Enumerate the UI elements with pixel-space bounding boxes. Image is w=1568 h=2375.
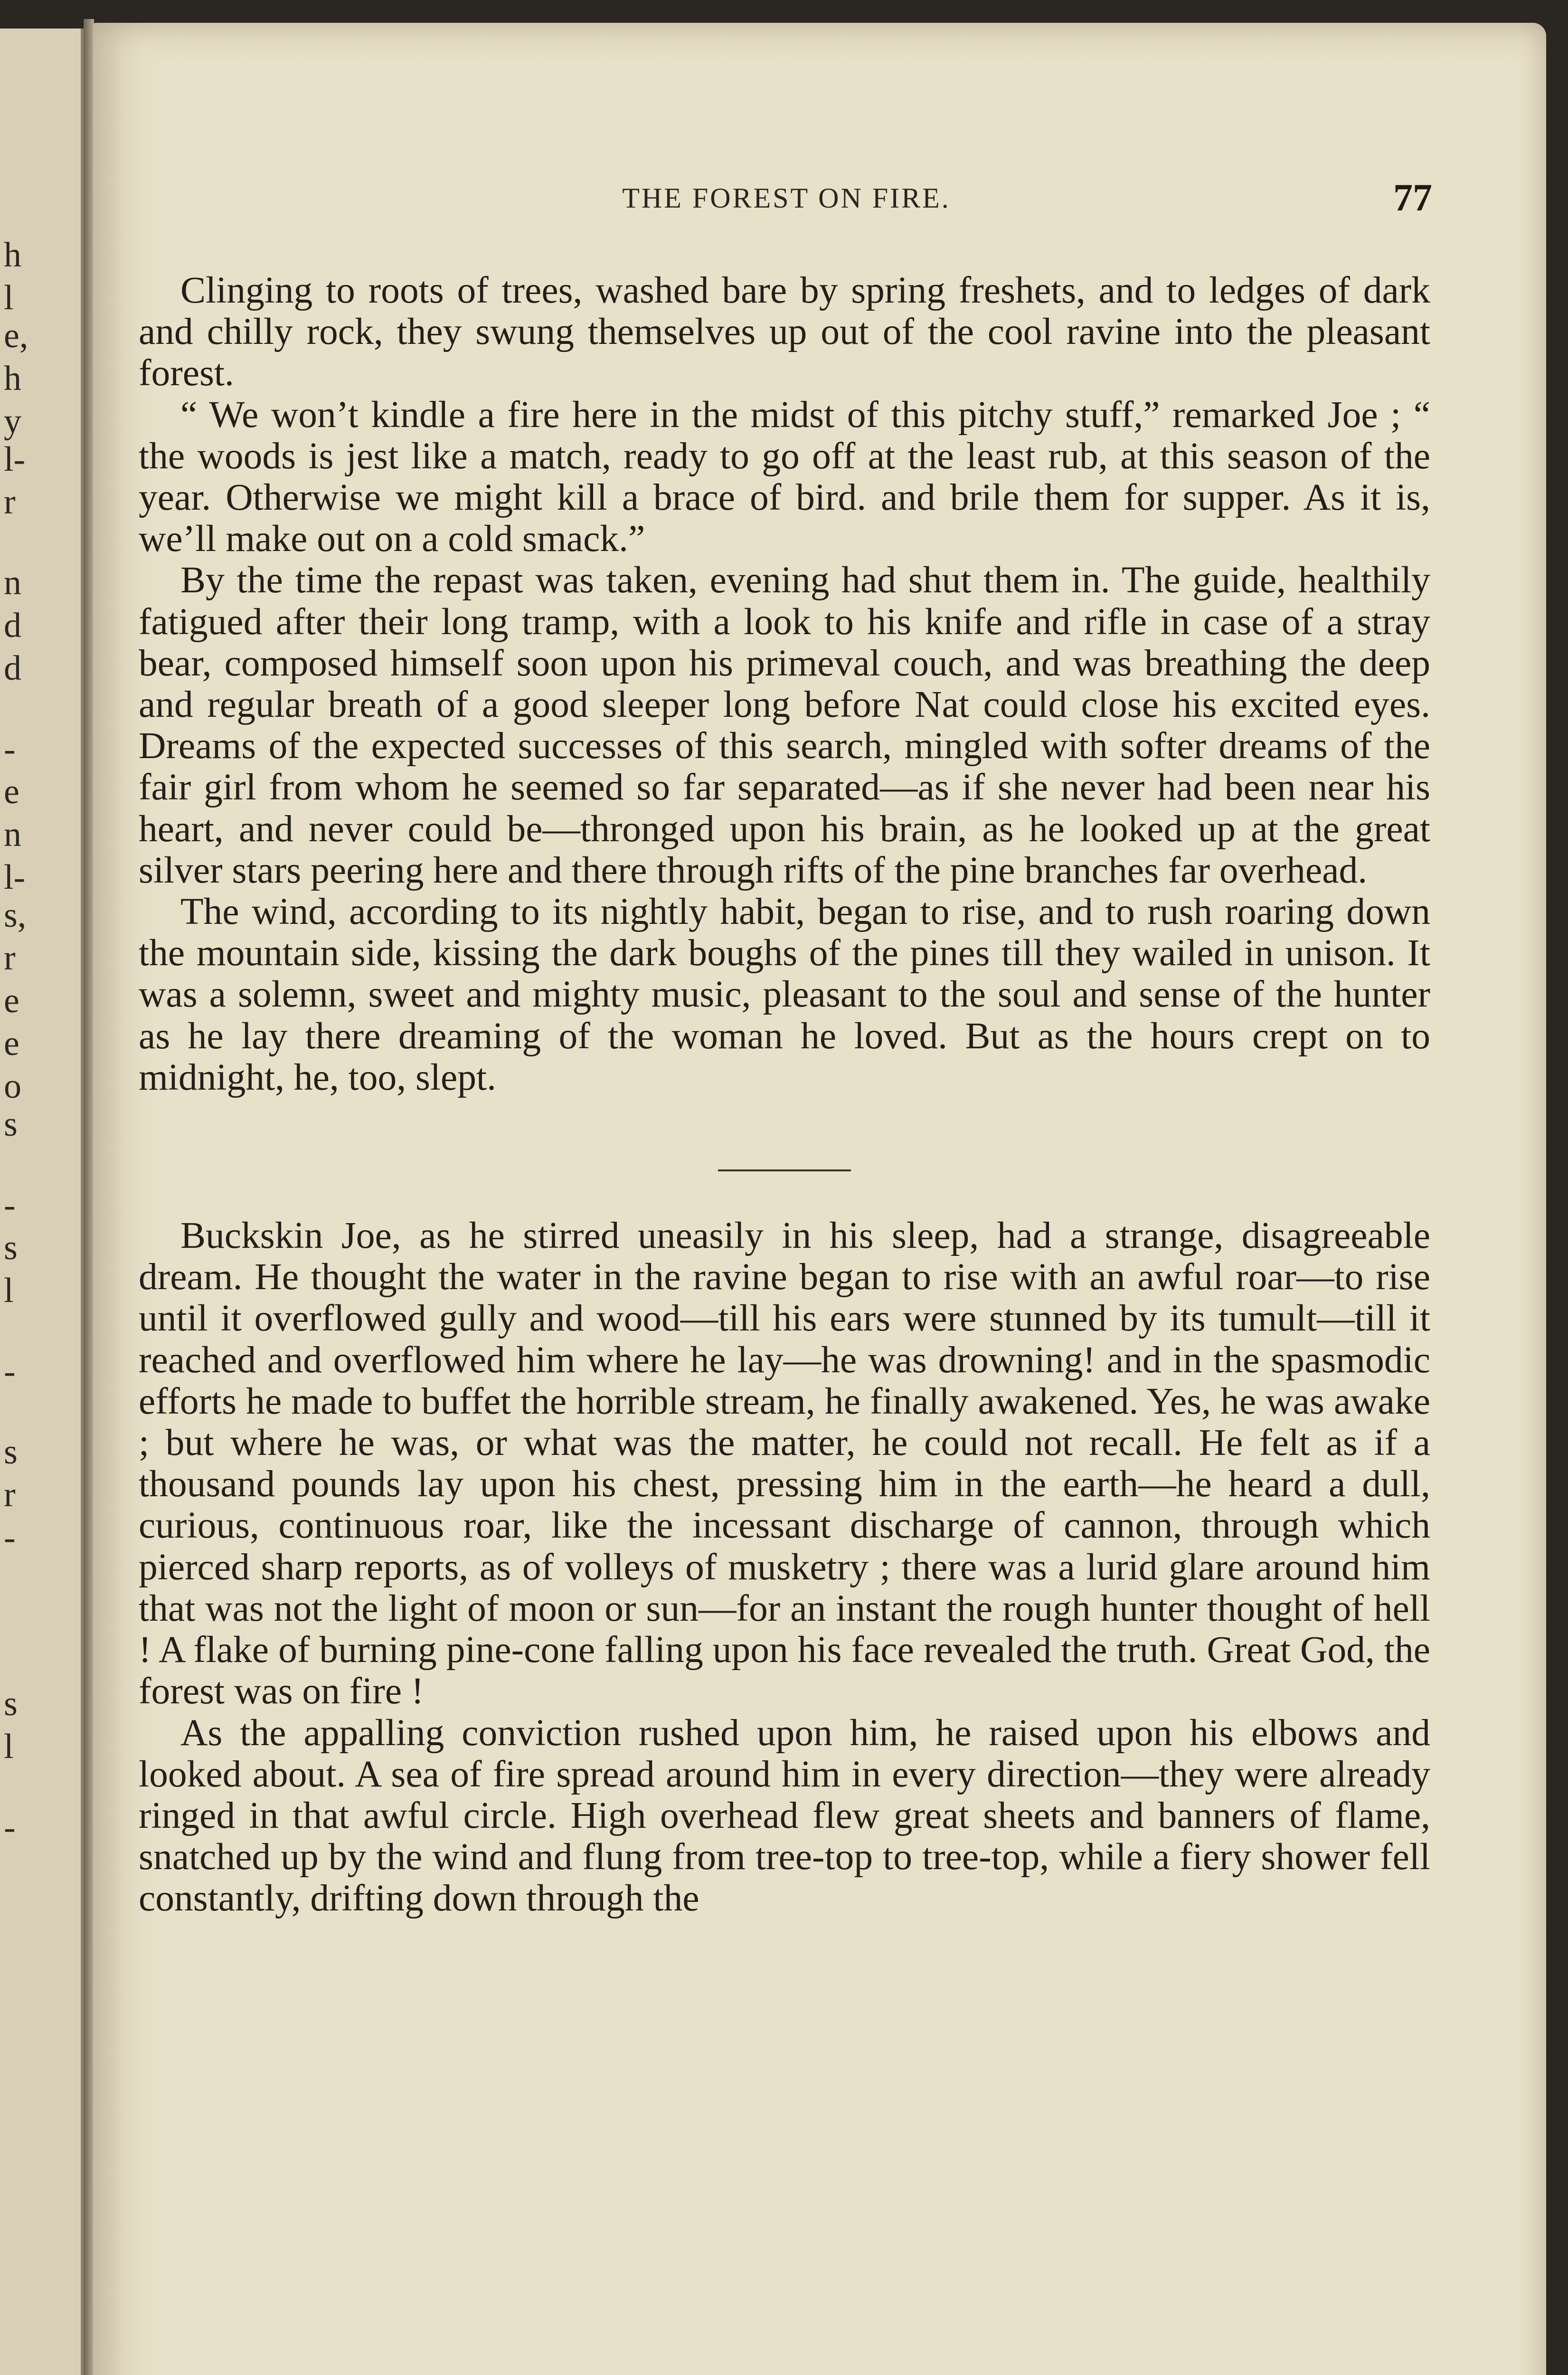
paragraph: Buckskin Joe, as he stirred uneasily in his sleep, had a strange, disagreeable dream. He thought the water in the ravine began to rise with an awful roar—to rise until it overflowed gully and wood—till his ears were stunned by its tumult—till it reached and overflowed him where he lay—he was drowning! and in the spasmodic efforts he made to buffet the horrible stream, he finally awakened. Yes, he was awake ; but where he was, or what was the matter, he could not recall. He felt as if a thousand pounds lay upon his chest, pressing him in the earth—he heard a dull, curious, continuous roar, like the incessant discharge of cannon, through which pierced sharp reports, as of volleys of musketry ; there was a lurid glare around him that was not the light of moon or sun—for an instant the rough hunter thought of hell ! A flake of burning pine-cone falling upon his face revealed the truth. Great God, the forest was on fire ! [139,1215,1430,1712]
paragraph: As the appalling conviction rushed upon him, he raised upon his elbows and looked about. A sea of fire spread around him in every direction—they were already ringed in that awful circle. High overhead flew great sheets and banners of flame, snatched up by the wind and flung from tree-top to tree-top, while a fiery shower fell constantly, drifting down through the [139,1711,1430,1919]
facing-page-fragment: d [4,649,21,688]
facing-page-fragment: s [4,1105,18,1144]
facing-page-fragment: - [4,1808,16,1847]
facing-page-fragment: y [4,402,21,441]
facing-page-fragment: l [4,1271,14,1310]
facing-page-fragment: l [4,278,14,317]
book-page [93,23,1546,2375]
facing-page-edge [0,28,84,2375]
facing-page-fragment: - [4,730,16,769]
paragraph: The wind, according to its nightly habit, began to rise, and to rush roaring down the mountain side, kissing the dark boughs of the pines till they wailed in unison. It was a solemn, sweet and mighty music, pleasant to the soul and sense of the hunter as he lay there dreaming of the woman he loved. But as the hours crept on to midnight, he, too, slept. [139,891,1430,1098]
facing-page-fragment: n [4,815,21,854]
facing-page-fragment: e [4,981,19,1020]
facing-page-fragment: l [4,1727,14,1766]
facing-page-fragment: - [4,1352,16,1391]
facing-page-fragment: s, [4,896,27,935]
page-number: 77 [1393,176,1432,219]
facing-page-fragment: r [4,939,16,978]
facing-page-fragment: s [4,1228,18,1267]
facing-page-fragment: n [4,563,21,602]
paragraph: Clinging to roots of trees, washed bare by spring freshets, and to ledges of dark and chilly rock, they swung themselves up out of the cool ravine into the pleasant forest. [139,269,1430,394]
facing-page-fragment: d [4,606,21,645]
section-divider [718,1169,851,1171]
facing-page-fragment: - [4,1518,16,1557]
facing-page-fragment: r [4,1475,16,1514]
facing-page-fragment: s [4,1433,18,1472]
book-spine [84,19,94,2375]
page-header [141,176,1432,229]
facing-page-fragment: e [4,1024,19,1063]
facing-page-fragment: l- [4,440,26,479]
facing-page-fragment: r [4,483,16,522]
facing-page-fragment: e, [4,316,28,355]
facing-page-fragment: h [4,359,21,398]
facing-page-fragment: e [4,772,19,811]
facing-page-fragment: o [4,1067,21,1106]
facing-page-fragment: - [4,1186,16,1225]
facing-page-fragment: h [4,236,21,275]
paragraph: “ We won’t kindle a fire here in the midst of this pitchy stuff,” remarked Joe ; “ the woods is jest like a match, ready to go off at the least rub, at this season of the year. Otherwise we might kill a brace of bird. and brile them for supper. As it is, we’ll make out on a cold smack.” [139,393,1430,560]
facing-page-fragment: l- [4,858,26,897]
facing-page-fragment: s [4,1684,18,1723]
running-head: THE FOREST ON FIRE. [622,182,951,214]
body-text [139,270,1430,1919]
paragraph: By the time the repast was taken, evening had shut them in. The guide, healthily fatigued after their long tramp, with a look to his knife and rifle in case of a stray bear, composed himself soon upon his primeval couch, and was breathing the deep and regular breath of a good sleeper long before Nat could close his excited eyes. Dreams of the expected successes of this search, mingled with softer dreams of the fair girl from whom he seemed so far separated—as if she never had been near his heart, and never could be—thronged upon his brain, as he looked up at the great silver stars peering here and there through rifts of the pine branches far overhead. [139,559,1430,891]
